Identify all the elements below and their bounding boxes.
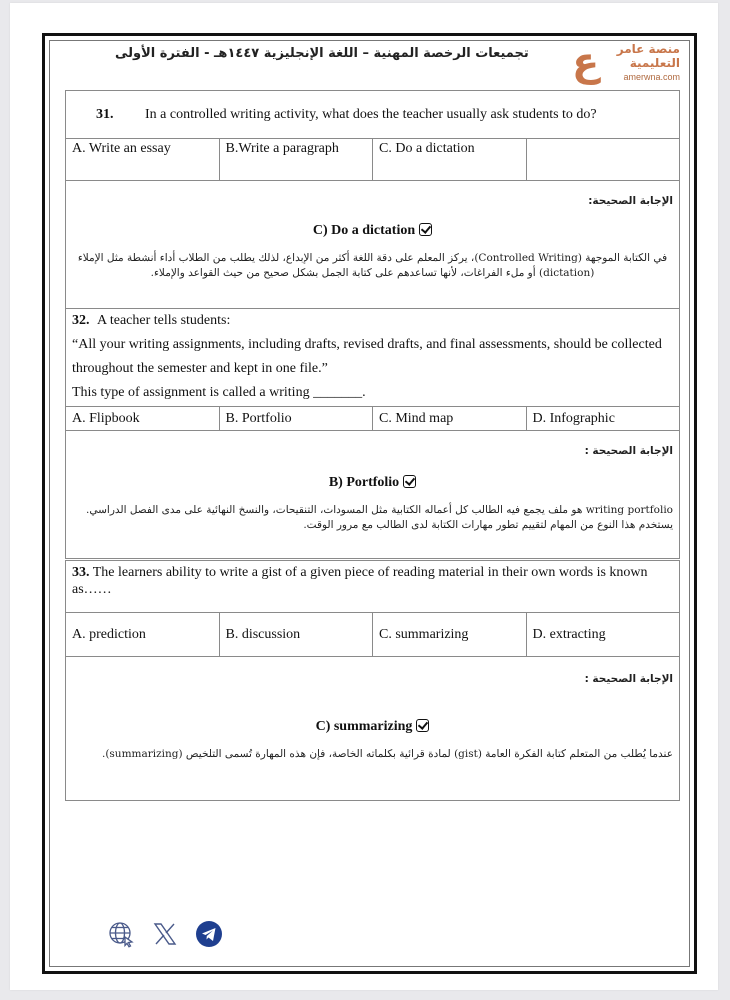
question-quote: “All your writing assignments, including drafts, revised drafts, and final assessments, should be collected throughout the semester and kept in one file.” [72, 337, 662, 376]
header [45, 36, 694, 90]
answer-label: الإجابة الصحيحة : [584, 673, 673, 685]
option-d[interactable]: D. Infographic [526, 407, 680, 431]
logo [572, 39, 684, 86]
correct-answer [72, 719, 673, 735]
question-number: 32. [72, 313, 90, 328]
x-icon[interactable] [151, 920, 179, 948]
explanation: writing portfolio هو ملف يجمع فيه الطالب كل أعماله الكتابية مثل المسودات، التنقيحات، والنسخ النهائية على مدى الفصل الدراسي. يستخدم هذا النوع من المهام لتقييم تطور مهارات الكتابة لدى الطالب مع مرور الوقت. [86, 504, 673, 531]
correct-answer-text: C) summarizing [315, 719, 413, 734]
question-text: The learners ability to write a gist of a given piece of reading material in their own words is known as…… [72, 565, 648, 597]
question-stem [66, 91, 680, 139]
question-31 [65, 90, 680, 309]
question-text: This type of assignment is called a writing _______. [72, 385, 366, 400]
option-c[interactable]: C. Do a dictation [373, 139, 527, 181]
option-d[interactable] [526, 139, 680, 181]
question-stem [66, 561, 680, 613]
logo-line2: التعليمية [629, 56, 680, 70]
question-intro: A teacher tells students: [97, 313, 231, 328]
answer-section [66, 181, 680, 309]
logo-icon: ع [572, 39, 600, 85]
question-number: 31. [96, 106, 114, 122]
logo-text [617, 42, 680, 70]
document-page [10, 3, 718, 990]
correct-answer [72, 223, 673, 239]
checkbox-checked-icon [416, 719, 429, 732]
checkbox-checked-icon [403, 475, 416, 488]
option-b[interactable]: B. Portfolio [219, 407, 373, 431]
answer-label: الإجابة الصحيحة: [588, 195, 673, 207]
option-a[interactable]: A. Flipbook [66, 407, 220, 431]
page-border [42, 33, 697, 974]
answer-section [66, 657, 680, 801]
answer-section [66, 431, 680, 559]
footer-social-icons [107, 920, 223, 948]
correct-answer [72, 475, 673, 491]
correct-answer-text: B) Portfolio [328, 475, 400, 490]
question-stem [66, 309, 680, 407]
question-text: In a controlled writing activity, what does the teacher usually ask students to do? [145, 106, 597, 122]
document-title: تجميعات الرخصة المهنية – اللغة الإنجليزية ١٤٤٧هـ - الفترة الأولى [115, 46, 529, 61]
explanation: عندما يُطلب من المتعلم كتابة الفكرة العامة (gist) لمادة قرائية بكلماته الخاصة، فإن هذه المهارة تُسمى التلخيص (summarizing). [101, 748, 673, 760]
logo-url: amerwna.com [623, 72, 680, 82]
option-c[interactable]: C. summarizing [373, 613, 527, 657]
telegram-icon[interactable] [195, 920, 223, 948]
logo-line1: منصة عامر [616, 42, 680, 56]
globe-icon[interactable] [107, 920, 135, 948]
question-33 [65, 560, 680, 801]
option-b[interactable]: B. discussion [219, 613, 373, 657]
correct-answer-text: C) Do a dictation [312, 223, 416, 238]
option-a[interactable]: A. prediction [66, 613, 220, 657]
option-b[interactable]: B.Write a paragraph [219, 139, 373, 181]
option-c[interactable]: C. Mind map [373, 407, 527, 431]
checkbox-checked-icon [419, 223, 432, 236]
question-32 [65, 308, 680, 559]
explanation: في الكتابة الموجهة (Controlled Writing)، يركز المعلم على دقة اللغة أكثر من الإبداع، لذلك يطلب من الطلاب أداء أنشطة مثل الإملاء (dictation) أو ملء الفراغات، لأنها تساعدهم على كتابة الجمل بشكل صحيح من حيث القواعد والإملاء. [77, 252, 668, 279]
option-d[interactable]: D. extracting [526, 613, 680, 657]
answer-label: الإجابة الصحيحة : [584, 445, 673, 457]
question-number: 33. [72, 565, 90, 580]
option-a[interactable]: A. Write an essay [66, 139, 220, 181]
